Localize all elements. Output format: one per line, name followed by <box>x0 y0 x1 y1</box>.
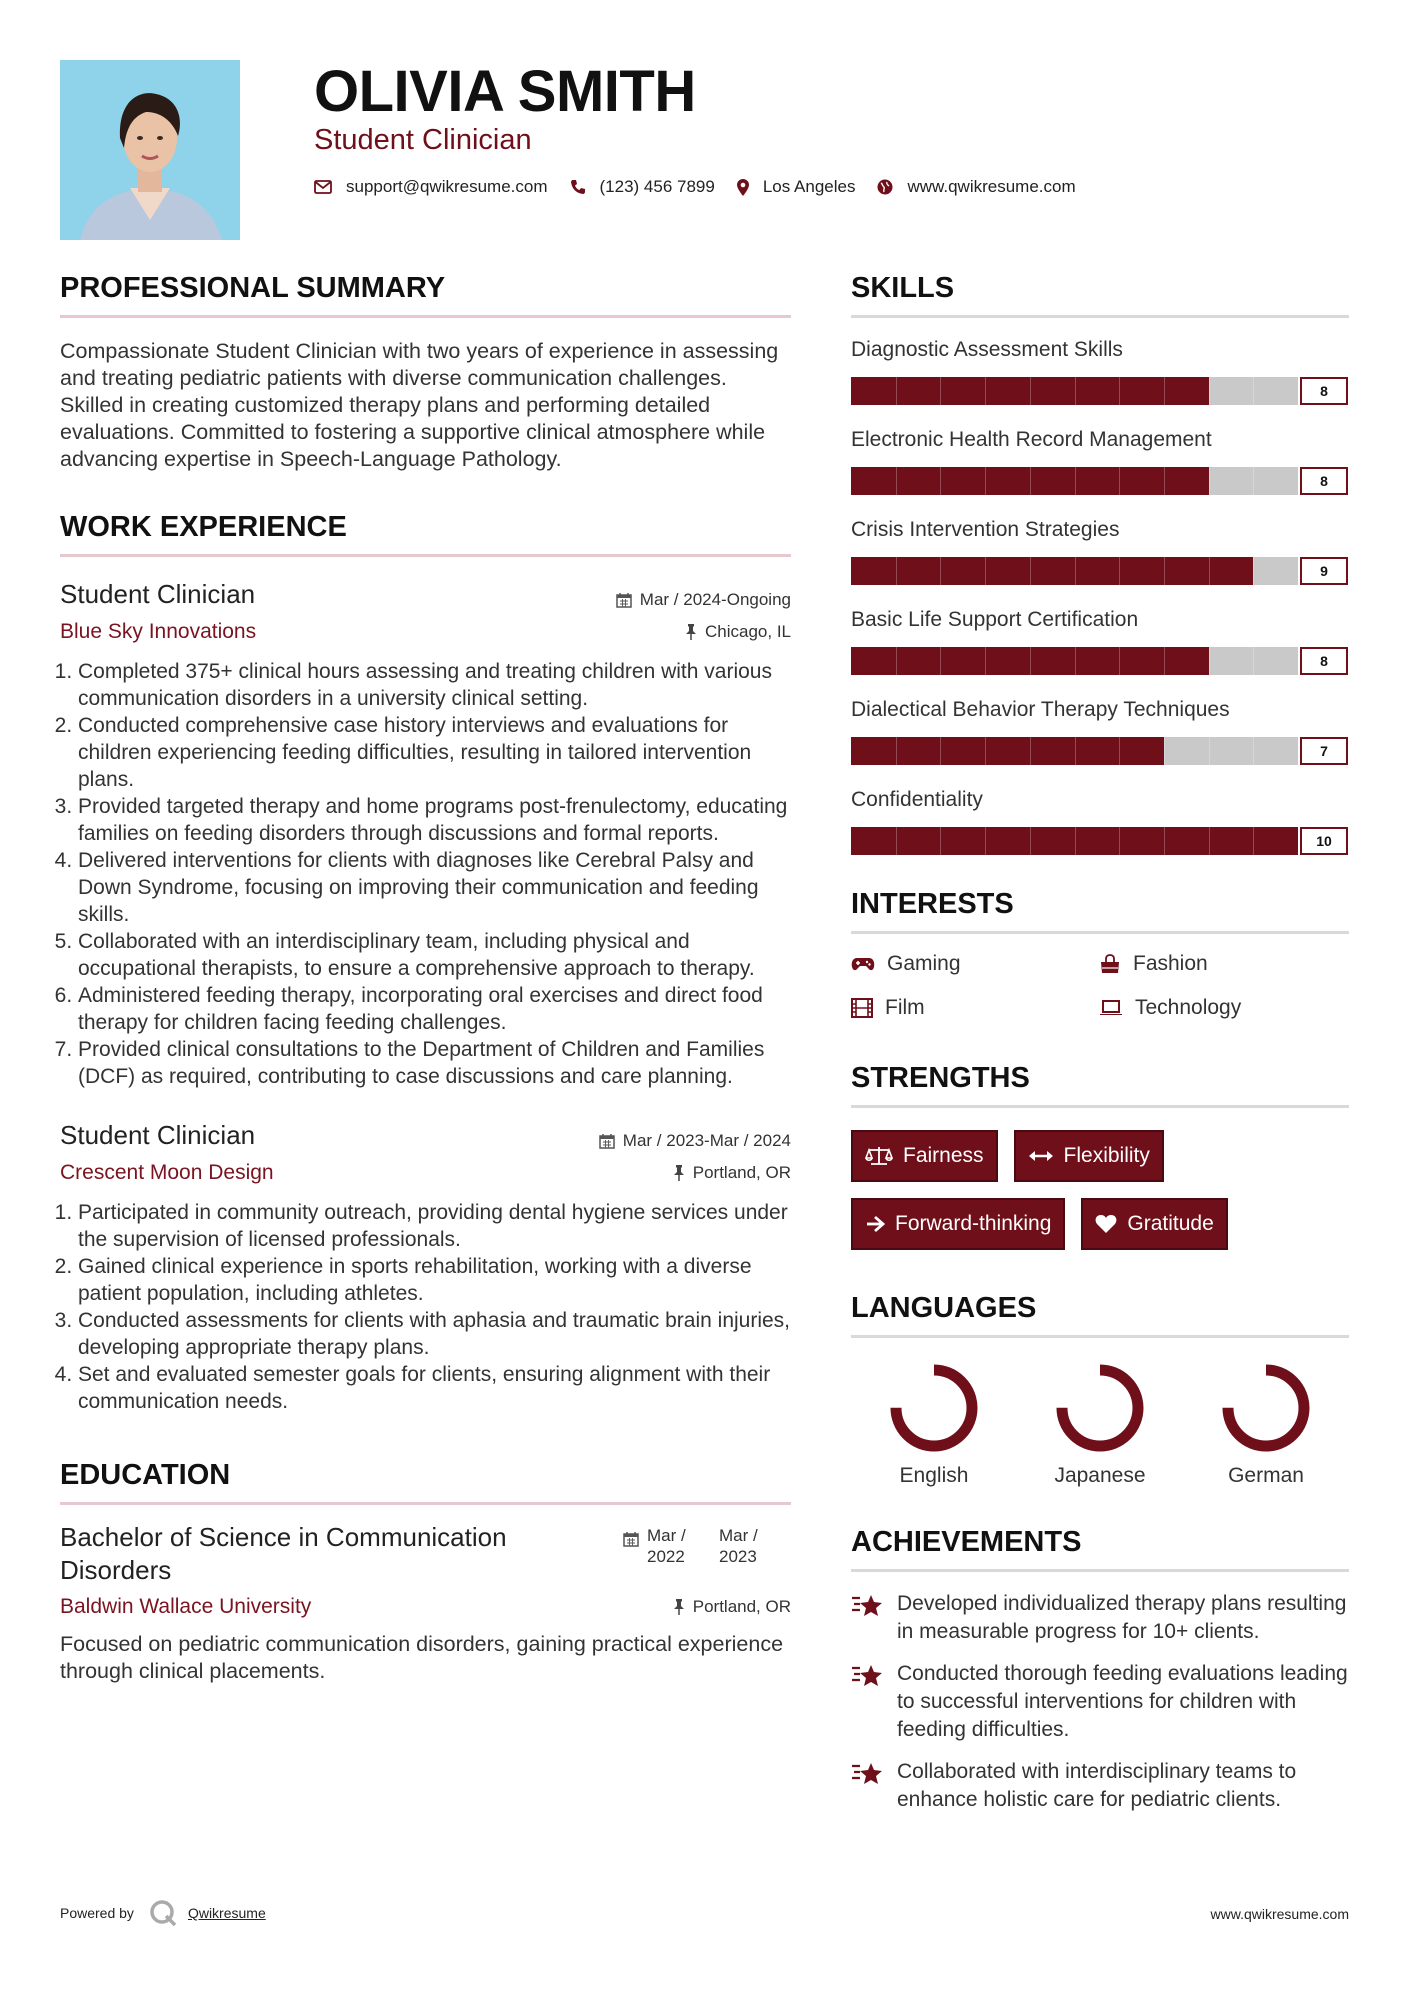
arrows-horizontal-icon <box>1028 1149 1054 1163</box>
skill-bar-segment <box>940 647 941 675</box>
skill-level-value: 8 <box>1300 647 1348 675</box>
skill-name: Confidentiality <box>851 788 983 811</box>
language-item <box>1017 1362 1183 1488</box>
calendar-icon <box>599 1133 615 1149</box>
skill-bar-segment <box>985 647 986 675</box>
languages-section <box>851 1292 1349 1488</box>
interest-label: Technology <box>1135 996 1242 1019</box>
achievements-section <box>851 1526 1349 1814</box>
school-location-text: Portland, OR <box>692 1597 791 1616</box>
interests-section <box>851 888 1349 1020</box>
contact-website[interactable] <box>877 177 1075 197</box>
laptop-icon <box>1099 999 1123 1017</box>
summary-heading: PROFESSIONAL SUMMARY <box>60 272 791 318</box>
achievement-text: Collaborated with interdisciplinary teams to enhance holistic care for pediatric clients. <box>897 1760 1297 1811</box>
candidate-role: Student Clinician <box>314 124 532 156</box>
job-bullets <box>60 658 791 1090</box>
skill-bar-segment <box>1030 827 1031 855</box>
achievement-item <box>851 1590 1349 1646</box>
skill-bar-segment <box>896 377 897 405</box>
interest-item <box>851 952 1099 976</box>
skill-bar-segment <box>1164 467 1165 495</box>
company-name: Crescent Moon Design <box>60 1161 274 1184</box>
achievement-item <box>851 1758 1349 1814</box>
skill-name: Diagnostic Assessment Skills <box>851 338 1123 361</box>
job-entry <box>60 579 791 1090</box>
skill-bar-segment <box>1164 647 1165 675</box>
strength-label: Gratitude <box>1127 1212 1214 1235</box>
summary-text: Compassionate Student Clinician with two years of experience in assessing and treating pediatric patients with diverse communication challenges. Skilled in creating customized therapy plans and performing detailed evaluations. Committed to fostering a supportive clinical atmosphere while advancing expertise in Speech-Language Pathology. <box>60 339 779 471</box>
skill-bar-segment <box>1030 557 1031 585</box>
experience-heading: WORK EXPERIENCE <box>60 511 791 557</box>
strengths-section <box>851 1062 1349 1250</box>
job-dates <box>616 590 791 610</box>
skill-bar <box>851 466 1349 496</box>
skill-level-value: 9 <box>1300 557 1348 585</box>
language-label: English <box>899 1464 969 1487</box>
skill-bar-segment <box>896 467 897 495</box>
degree-title: Bachelor of Science in Communication Disorders <box>60 1522 507 1585</box>
bullet-item: 2. Conducted comprehensive case history interviews and evaluations for children experiencing feeding difficulties, resulting in tailored intervention plans. <box>78 712 791 793</box>
skill-bar-segment <box>1075 737 1076 765</box>
skill-item <box>851 698 1349 766</box>
skill-bar-segment <box>1209 557 1210 585</box>
skill-bar-segment <box>896 827 897 855</box>
skill-bar-segment <box>1253 557 1254 585</box>
bullet-item: 1. Participated in community outreach, providing dental hygiene services under the supervision of licensed professionals. <box>78 1199 791 1253</box>
job-dates <box>599 1131 791 1151</box>
bullet-item: 1. Completed 375+ clinical hours assessing and treating children with various communication disorders in a university clinical setting. <box>78 658 791 712</box>
achievement-text: Developed individualized therapy plans resulting in measurable progress for 10+ clients. <box>897 1592 1347 1643</box>
skill-bar <box>851 826 1349 856</box>
education-text: Focused on pediatric communication disorders, gaining practical experience through clinical placements. <box>60 1632 784 1683</box>
achievements-heading: ACHIEVEMENTS <box>851 1526 1349 1572</box>
skill-bar-segment <box>1075 647 1076 675</box>
skill-item <box>851 518 1349 586</box>
interest-item <box>851 996 1099 1020</box>
skill-bar-segment <box>1209 377 1210 405</box>
envelope-icon <box>314 180 332 194</box>
job-title: Student Clinician <box>60 1120 256 1150</box>
skill-name: Basic Life Support Certification <box>851 608 1139 631</box>
interest-item <box>1099 952 1349 976</box>
skill-bar-segment <box>940 557 941 585</box>
skill-bar-segment <box>1253 467 1254 495</box>
calendar-icon <box>623 1531 639 1547</box>
website-text: www.qwikresume.com <box>907 177 1076 196</box>
strength-tag <box>851 1130 998 1182</box>
skill-level-value: 10 <box>1300 827 1348 855</box>
strength-tag <box>1081 1198 1227 1250</box>
strength-label: Fairness <box>903 1144 984 1167</box>
language-label: German <box>1228 1464 1304 1487</box>
skill-bar-segment <box>1164 827 1165 855</box>
language-item <box>1183 1362 1349 1488</box>
skill-bar-track <box>851 467 1298 495</box>
company-name: Blue Sky Innovations <box>60 620 257 643</box>
language-ring <box>1054 1362 1146 1454</box>
phone-icon <box>570 179 586 195</box>
pushpin-icon <box>673 1165 685 1181</box>
skill-bar-segment <box>1075 467 1076 495</box>
gamepad-icon <box>851 956 875 972</box>
bullet-item: 6. Administered feeding therapy, incorporating oral exercises and direct food therapy for children facing feeding challenges. <box>78 982 791 1036</box>
interest-label: Gaming <box>887 952 961 975</box>
skill-bar-segment <box>1253 827 1254 855</box>
heart-icon <box>1095 1214 1117 1234</box>
arrow-right-icon <box>865 1215 885 1233</box>
strength-label: Forward-thinking <box>895 1212 1052 1235</box>
globe-icon <box>877 179 893 195</box>
skill-name: Crisis Intervention Strategies <box>851 518 1120 541</box>
skill-bar-segment <box>1164 557 1165 585</box>
scale-icon <box>865 1145 893 1167</box>
skill-bar <box>851 556 1349 586</box>
skill-bar-segment <box>1209 647 1210 675</box>
language-ring-arc <box>1228 1370 1304 1446</box>
skills-list <box>851 338 1349 856</box>
skill-bar-segment <box>1253 647 1254 675</box>
skill-bar-segment <box>1075 377 1076 405</box>
skill-bar-segment <box>896 557 897 585</box>
star-trophy-icon <box>851 1662 885 1690</box>
skill-bar <box>851 376 1349 406</box>
job-entry <box>60 1120 791 1415</box>
skill-item <box>851 428 1349 496</box>
skill-bar-segment <box>1209 827 1210 855</box>
skill-bar-fill <box>851 557 1253 585</box>
skill-bar-segment <box>1164 377 1165 405</box>
skills-heading: SKILLS <box>851 272 1349 318</box>
strengths-heading: STRENGTHS <box>851 1062 1349 1108</box>
skill-bar-segment <box>1119 737 1120 765</box>
right-column <box>851 272 1349 1828</box>
job-location <box>673 1163 791 1183</box>
interests-heading: INTERESTS <box>851 888 1349 934</box>
skill-level-value: 7 <box>1300 737 1348 765</box>
skill-bar-track <box>851 827 1298 855</box>
skill-bar-segment <box>985 737 986 765</box>
education-end: Mar / 2023 <box>719 1526 758 1566</box>
qwikresume-logo-icon <box>148 1898 178 1928</box>
bullet-item: 3. Conducted assessments for clients with aphasia and traumatic brain injuries, developing appropriate therapy plans. <box>78 1307 791 1361</box>
job-dates-text: Mar / 2023-Mar / 2024 <box>622 1131 791 1150</box>
skill-bar <box>851 646 1349 676</box>
language-ring <box>1220 1362 1312 1454</box>
bullet-item: 7. Provided clinical consultations to the Department of Children and Families (DCF) as required, contributing to case discussions and care planning. <box>78 1036 791 1090</box>
skill-bar-segment <box>1119 467 1120 495</box>
bullet-item: 5. Collaborated with an interdisciplinary team, including physical and occupational therapists, to ensure a comprehensive approach to therapy. <box>78 928 791 982</box>
shopping-bag-icon <box>1099 954 1121 974</box>
achievement-item <box>851 1660 1349 1744</box>
education-start: Mar / 2022 <box>647 1526 686 1566</box>
language-label: Japanese <box>1054 1464 1146 1487</box>
location-text: Los Angeles <box>762 177 856 196</box>
email-text: support@qwikresume.com <box>346 177 548 196</box>
interest-label: Fashion <box>1133 952 1208 975</box>
skill-bar-track <box>851 647 1298 675</box>
skill-bar-segment <box>1119 377 1120 405</box>
skill-bar-segment <box>1253 737 1254 765</box>
skill-bar <box>851 736 1349 766</box>
language-ring-arc <box>1062 1370 1138 1446</box>
summary-section <box>60 272 791 473</box>
language-item <box>851 1362 1017 1488</box>
qwikresume-link[interactable]: Qwikresume <box>187 1905 266 1921</box>
skill-bar-segment <box>1209 737 1210 765</box>
education-section <box>60 1459 791 1685</box>
job-bullets <box>60 1199 791 1415</box>
achievement-text: Conducted thorough feeding evaluations leading to successful interventions for children with feeding difficulties. <box>897 1662 1348 1741</box>
skill-bar-track <box>851 557 1298 585</box>
skill-bar-segment <box>896 737 897 765</box>
languages-list <box>851 1362 1349 1488</box>
job-title: Student Clinician <box>60 579 256 609</box>
job-location-text: Chicago, IL <box>705 622 791 641</box>
skill-item <box>851 608 1349 676</box>
skill-bar-segment <box>896 647 897 675</box>
skill-bar-segment <box>1030 467 1031 495</box>
job-location <box>685 622 791 642</box>
interest-item <box>1099 996 1349 1020</box>
skill-bar-segment <box>1075 827 1076 855</box>
experience-section <box>60 511 791 1415</box>
candidate-name: OLIVIA SMITH <box>314 59 696 124</box>
skill-bar-segment <box>940 737 941 765</box>
pushpin-icon <box>685 624 697 640</box>
film-icon <box>851 998 873 1018</box>
contact-email[interactable] <box>314 177 548 197</box>
skill-bar-segment <box>1030 377 1031 405</box>
contact-bar <box>314 177 1098 197</box>
footer-powered-by <box>60 1898 266 1928</box>
strength-tag <box>851 1198 1065 1250</box>
language-ring <box>888 1362 980 1454</box>
skill-bar-segment <box>940 467 941 495</box>
skill-bar-segment <box>1119 557 1120 585</box>
interest-label: Film <box>885 996 925 1019</box>
strength-label: Flexibility <box>1063 1144 1150 1167</box>
job-location-text: Portland, OR <box>692 1163 791 1182</box>
skill-bar-segment <box>985 467 986 495</box>
skill-bar-segment <box>985 377 986 405</box>
bullet-item: 4. Delivered interventions for clients with diagnoses like Cerebral Palsy and Down Syndrome, focusing on improving their communication and feeding skills. <box>78 847 791 928</box>
skill-bar-segment <box>1253 377 1254 405</box>
powered-by-label: Powered by <box>60 1905 134 1921</box>
job-dates-text: Mar / 2024-Ongoing <box>639 590 791 609</box>
skill-item <box>851 338 1349 406</box>
education-heading: EDUCATION <box>60 1459 791 1505</box>
skill-name: Dialectical Behavior Therapy Techniques <box>851 698 1230 721</box>
bullet-item: 4. Set and evaluated semester goals for clients, ensuring alignment with their communication needs. <box>78 1361 791 1415</box>
skill-bar-segment <box>1119 647 1120 675</box>
skill-bar-segment <box>1164 737 1165 765</box>
skill-level-value: 8 <box>1300 467 1348 495</box>
star-trophy-icon <box>851 1592 885 1620</box>
contact-location <box>737 177 856 197</box>
bullet-item: 2. Gained clinical experience in sports rehabilitation, working with a diverse patient population, including athletes. <box>78 1253 791 1307</box>
strength-tag <box>1014 1130 1164 1182</box>
star-trophy-icon <box>851 1760 885 1788</box>
strengths-list <box>851 1130 1271 1250</box>
skill-bar-track <box>851 737 1298 765</box>
language-ring-arc <box>896 1370 972 1446</box>
skills-section <box>851 272 1349 856</box>
skill-name: Electronic Health Record Management <box>851 428 1212 451</box>
contact-phone[interactable] <box>570 177 715 197</box>
skill-bar-segment <box>1030 647 1031 675</box>
phone-text: (123) 456 7899 <box>599 177 715 196</box>
skill-bar-segment <box>985 557 986 585</box>
map-pin-icon <box>737 179 749 196</box>
skill-bar-fill <box>851 737 1164 765</box>
profile-photo <box>60 60 240 240</box>
skill-bar-segment <box>1119 827 1120 855</box>
skill-bar-segment <box>1030 737 1031 765</box>
calendar-icon <box>616 592 632 608</box>
skill-bar-track <box>851 377 1298 405</box>
interests-grid <box>851 952 1349 1020</box>
pushpin-icon <box>673 1599 685 1615</box>
bullet-item: 3. Provided targeted therapy and home programs post-frenulectomy, educating families on feeding disorders through discussions and formal reports. <box>78 793 791 847</box>
skill-bar-segment <box>940 827 941 855</box>
skill-bar-segment <box>1075 557 1076 585</box>
education-dates <box>623 1525 791 1567</box>
school-name: Baldwin Wallace University <box>60 1595 312 1618</box>
skill-bar-segment <box>1209 467 1210 495</box>
languages-heading: LANGUAGES <box>851 1292 1349 1338</box>
left-column <box>60 272 791 1685</box>
skill-item <box>851 788 1349 856</box>
skill-bar-segment <box>940 377 941 405</box>
skill-level-value: 8 <box>1300 377 1348 405</box>
skill-bar-segment <box>985 827 986 855</box>
school-location <box>673 1597 791 1617</box>
footer-website[interactable]: www.qwikresume.com <box>1210 1906 1349 1922</box>
